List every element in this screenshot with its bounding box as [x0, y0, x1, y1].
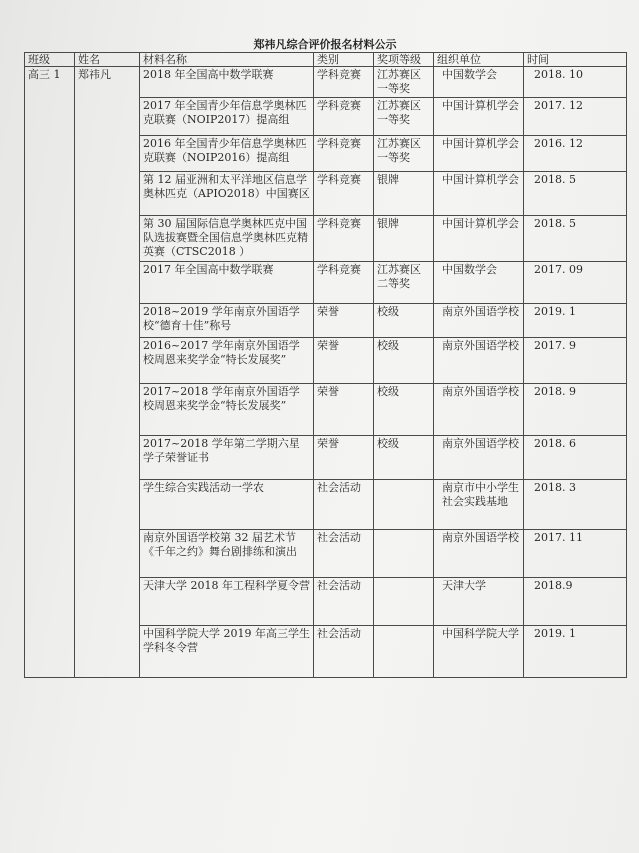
- org-cell: 中国计算机学会: [434, 216, 524, 262]
- material-cell: 第 12 届亚洲和太平洋地区信息学奥林匹克（APIO2018）中国赛区: [140, 172, 314, 216]
- material-cell: 2017 年全国青少年信息学奥林匹克联赛（NOIP2017）提高组: [140, 98, 314, 136]
- org-cell: 南京外国语学校: [434, 530, 524, 578]
- materials-table: [24, 52, 627, 678]
- category-cell: 社会活动: [314, 480, 374, 530]
- award-cell: 校级: [374, 338, 434, 384]
- material-cell: 天津大学 2018 年工程科学夏令营: [140, 578, 314, 626]
- time-cell: 2018.9: [524, 578, 627, 626]
- award-cell: [374, 530, 434, 578]
- time-cell: 2019. 1: [524, 626, 627, 678]
- org-cell: 中国计算机学会: [434, 98, 524, 136]
- time-cell: 2018. 5: [524, 216, 627, 262]
- time-cell: 2018. 10: [524, 67, 627, 98]
- student-name-cell: 郑祎凡: [75, 67, 140, 678]
- award-cell: [374, 626, 434, 678]
- material-cell: 第 30 届国际信息学奥林匹克中国队选拔赛暨全国信息学奥林匹克精英赛（CTSC2018 ）: [140, 216, 314, 262]
- award-cell: 江苏赛区二等奖: [374, 262, 434, 304]
- award-cell: 校级: [374, 304, 434, 338]
- category-cell: 学科竞赛: [314, 172, 374, 216]
- material-cell: 2018 年全国高中数学联赛: [140, 67, 314, 98]
- header-row: [25, 53, 627, 67]
- material-cell: 2017~2018 学年第二学期六星学子荣誉证书: [140, 436, 314, 480]
- time-cell: 2017. 12: [524, 98, 627, 136]
- header-award: 奖项等级: [374, 53, 434, 67]
- org-cell: 中国数学会: [434, 67, 524, 98]
- award-cell: 银牌: [374, 172, 434, 216]
- material-cell: 学生综合实践活动一学农: [140, 480, 314, 530]
- category-cell: 社会活动: [314, 626, 374, 678]
- award-cell: [374, 480, 434, 530]
- document-sheet: [24, 34, 626, 685]
- header-category: 类别: [314, 53, 374, 67]
- header-material: 材料名称: [140, 53, 314, 67]
- org-cell: 南京外国语学校: [434, 338, 524, 384]
- time-cell: 2017. 9: [524, 338, 627, 384]
- category-cell: 荣誉: [314, 436, 374, 480]
- time-cell: 2016. 12: [524, 136, 627, 172]
- student-class-cell: 高三 1: [25, 67, 75, 678]
- award-cell: 江苏赛区一等奖: [374, 67, 434, 98]
- time-cell: 2018. 5: [524, 172, 627, 216]
- material-cell: 2016~2017 学年南京外国语学校周恩来奖学金“特长发展奖”: [140, 338, 314, 384]
- category-cell: 荣誉: [314, 384, 374, 436]
- time-cell: 2018. 9: [524, 384, 627, 436]
- time-cell: 2018. 3: [524, 480, 627, 530]
- category-cell: 社会活动: [314, 530, 374, 578]
- award-cell: 江苏赛区一等奖: [374, 136, 434, 172]
- header-org: 组织单位: [434, 53, 524, 67]
- category-cell: 学科竞赛: [314, 262, 374, 304]
- material-cell: 南京外国语学校第 32 届艺术节《千年之约》舞台剧排练和演出: [140, 530, 314, 578]
- org-cell: 中国数学会: [434, 262, 524, 304]
- document-title: 郑祎凡综合评价报名材料公示: [253, 38, 397, 51]
- category-cell: 学科竞赛: [314, 67, 374, 98]
- header-time: 时间: [524, 53, 627, 67]
- org-cell: 中国计算机学会: [434, 172, 524, 216]
- material-cell: 2016 年全国青少年信息学奥林匹克联赛（NOIP2016）提高组: [140, 136, 314, 172]
- time-cell: 2019. 1: [524, 304, 627, 338]
- category-cell: 荣誉: [314, 304, 374, 338]
- material-cell: 2017~2018 学年南京外国语学校周恩来奖学金“特长发展奖”: [140, 384, 314, 436]
- material-cell: 2018~2019 学年南京外国语学校“德育十佳”称号: [140, 304, 314, 338]
- org-cell: 南京外国语学校: [434, 304, 524, 338]
- org-cell: 南京市中小学生社会实践基地: [434, 480, 524, 530]
- category-cell: 学科竞赛: [314, 136, 374, 172]
- header-class: 班级: [25, 53, 75, 67]
- award-cell: 江苏赛区一等奖: [374, 98, 434, 136]
- header-name: 姓名: [75, 53, 140, 67]
- category-cell: 学科竞赛: [314, 216, 374, 262]
- org-cell: 中国科学院大学: [434, 626, 524, 678]
- time-cell: 2017. 11: [524, 530, 627, 578]
- category-cell: 荣誉: [314, 338, 374, 384]
- material-cell: 2017 年全国高中数学联赛: [140, 262, 314, 304]
- award-cell: 校级: [374, 436, 434, 480]
- material-cell: 中国科学院大学 2019 年高三学生学科冬令营: [140, 626, 314, 678]
- category-cell: 学科竞赛: [314, 98, 374, 136]
- org-cell: 南京外国语学校: [434, 436, 524, 480]
- org-cell: 南京外国语学校: [434, 384, 524, 436]
- time-cell: 2017. 09: [524, 262, 627, 304]
- award-cell: [374, 578, 434, 626]
- award-cell: 校级: [374, 384, 434, 436]
- time-cell: 2018. 6: [524, 436, 627, 480]
- org-cell: 中国计算机学会: [434, 136, 524, 172]
- award-cell: 银牌: [374, 216, 434, 262]
- org-cell: 天津大学: [434, 578, 524, 626]
- category-cell: 社会活动: [314, 578, 374, 626]
- table-row: [25, 67, 627, 98]
